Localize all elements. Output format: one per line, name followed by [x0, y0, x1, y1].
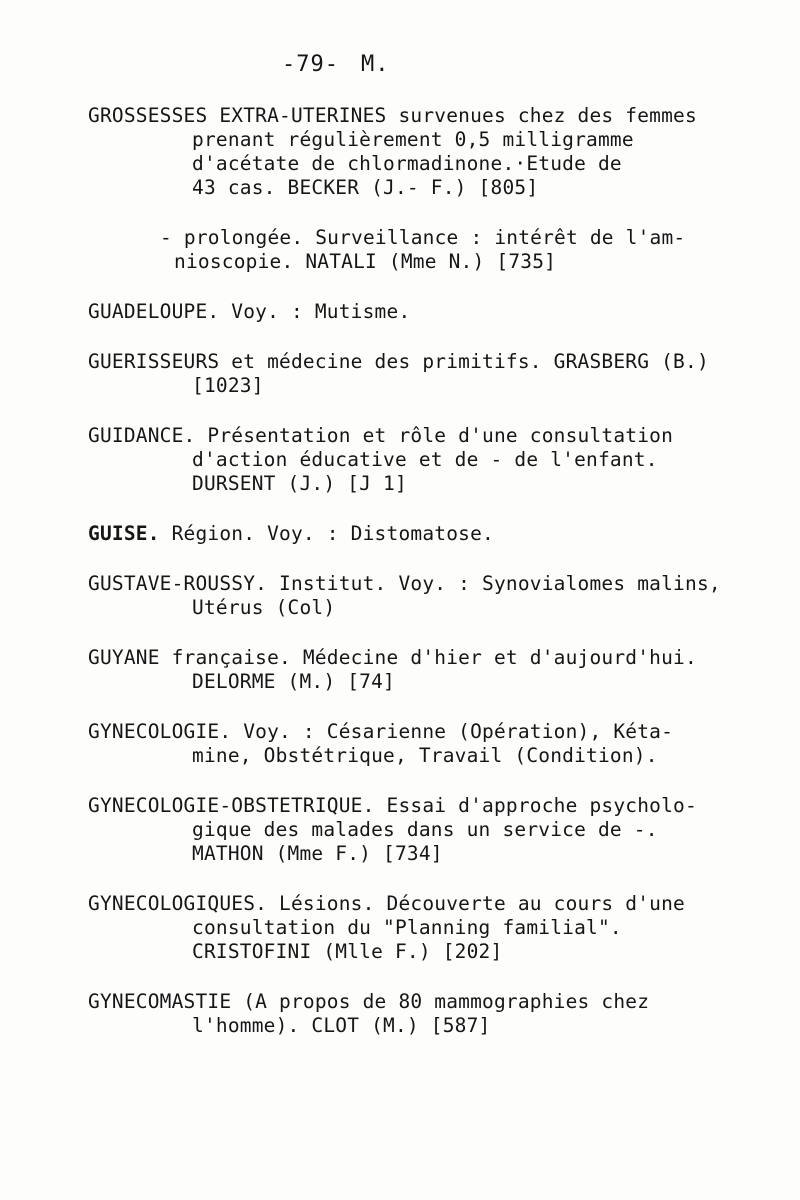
index-entry — [88, 104, 778, 200]
entry-line: GUYANE française. Médecine d'hier et d'aujourd'hui. — [88, 646, 697, 669]
entry-line: gique des malades dans un service de -. — [192, 818, 658, 841]
index-entry — [88, 300, 778, 324]
entry-line: GYNECOLOGIE-OBSTETRIQUE. Essai d'approche psycholo- — [88, 794, 697, 817]
index-entry — [88, 424, 778, 496]
entry-line: GYNECOLOGIE. Voy. : Césarienne (Opération), Kéta- — [88, 720, 674, 743]
entry-line: DELORME (M.) [74] — [192, 670, 395, 693]
entry-line: [1023] — [192, 374, 264, 397]
entry-line: GYNECOLOGIQUES. Lésions. Découverte au cours d'une — [88, 892, 685, 915]
entry-line: GUADELOUPE. Voy. : Mutisme. — [88, 300, 411, 323]
index-entry — [88, 990, 778, 1038]
entry-line: CRISTOFINI (Mlle F.) [202] — [192, 940, 503, 963]
index-entry — [88, 720, 778, 768]
entry-line: prenant régulièrement 0,5 milligramme — [192, 128, 634, 151]
entry-line: l'homme). CLOT (M.) [587] — [192, 1014, 491, 1037]
entry-line: GROSSESSES EXTRA-UTERINES survenues chez des femmes — [88, 104, 697, 127]
index-sub-entry — [88, 226, 778, 274]
entry-line: GUSTAVE-ROUSSY. Institut. Voy. : Synovialomes malins, — [88, 572, 721, 595]
entry-heading: GUISE. — [88, 522, 160, 545]
section-letter: M. — [360, 52, 390, 77]
index-entry — [88, 892, 778, 964]
page-number: -79- — [282, 52, 339, 77]
entry-line: GUERISSEURS et médecine des primitifs. GRASBERG (B.) — [88, 350, 709, 373]
index-entry — [88, 572, 778, 620]
index-entry — [88, 522, 778, 546]
entry-line: 43 cas. BECKER (J.- F.) [805] — [192, 176, 539, 199]
entry-line — [88, 522, 778, 546]
entry-line: d'action éducative et de - de l'enfant. — [192, 448, 658, 471]
entry-line: DURSENT (J.) [J 1] — [192, 472, 407, 495]
entry-text: Région. Voy. : Distomatose. — [159, 522, 494, 545]
index-entry — [88, 350, 778, 398]
entry-line: d'acétate de chlormadinone.·Etude de — [192, 152, 622, 175]
entry-line: - prolongée. Surveillance : intérêt de l'am- — [160, 226, 686, 249]
page-header — [282, 52, 389, 77]
entry-line: GUIDANCE. Présentation et rôle d'une consultation — [88, 424, 674, 447]
index-entries — [88, 104, 778, 1038]
entry-line: MATHON (Mme F.) [734] — [192, 842, 443, 865]
entry-line: GYNECOMASTIE (A propos de 80 mammographies chez — [88, 990, 650, 1013]
entry-line: mine, Obstétrique, Travail (Condition). — [192, 744, 658, 767]
index-entry — [88, 646, 778, 694]
index-entry — [88, 794, 778, 866]
entry-line: nioscopie. NATALI (Mme N.) [735] — [174, 250, 557, 273]
entry-line: Utérus (Col) — [192, 596, 336, 619]
entry-line: consultation du "Planning familial". — [192, 916, 622, 939]
